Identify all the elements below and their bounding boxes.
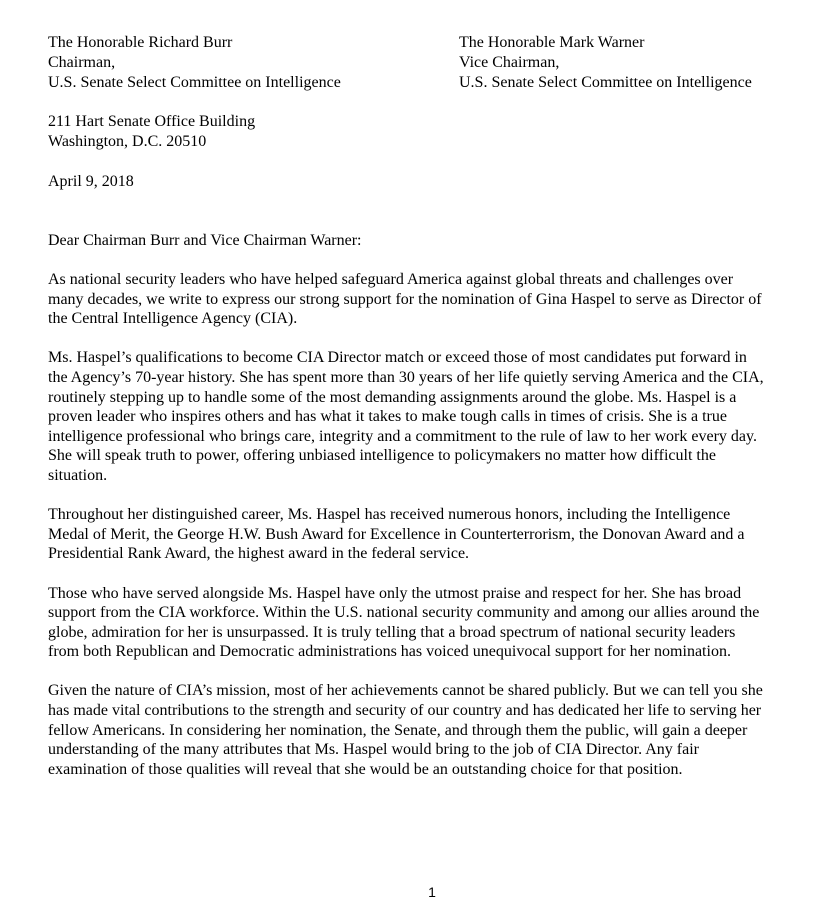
- page-number: 1: [428, 884, 436, 900]
- office-address-line2: Washington, D.C. 20510: [48, 133, 207, 150]
- paragraph-line: fellow Americans. In considering her nomination, the Senate, and through them the public, will gain a deeper: [48, 721, 748, 739]
- recipient-left-title: Chairman,: [48, 54, 116, 71]
- paragraph-line: Presidential Rank Award, the highest award in the federal service.: [48, 545, 470, 563]
- recipient-right-committee: U.S. Senate Select Committee on Intelligence: [459, 74, 752, 91]
- paragraph-line: examination of those qualities will reveal that she would be an outstanding choice for that position.: [48, 760, 683, 778]
- recipient-right-title: Vice Chairman,: [459, 54, 560, 71]
- paragraph-2: [48, 348, 824, 485]
- paragraph-line: the Agency’s 70-year history. She has spent more than 30 years of her life quietly serving America and the CIA,: [48, 368, 764, 386]
- paragraph-3: [48, 505, 824, 564]
- paragraph-line: Those who have served alongside Ms. Haspel have only the utmost praise and respect for her. She has broad: [48, 584, 742, 602]
- office-address: [48, 112, 255, 152]
- office-address-line1: 211 Hart Senate Office Building: [48, 113, 256, 130]
- paragraph-line: understanding of the many attributes that Ms. Haspel would bring to the job of CIA Director. Any fair: [48, 741, 699, 759]
- paragraph-line: Medal of Merit, the George H.W. Bush Award for Excellence in Counterterrorism, the Donovan Award and a: [48, 525, 745, 543]
- salutation: Dear Chairman Burr and Vice Chairman Warner:: [48, 232, 362, 249]
- paragraph-line: support from the CIA workforce. Within the U.S. national security community and among our allies around the: [48, 604, 760, 622]
- paragraph-5: [48, 681, 824, 779]
- paragraph-line: from both Republican and Democratic administrations has voiced unequivocal support for her nomination.: [48, 643, 731, 661]
- paragraph-line: She will speak truth to power, offering unbiased intelligence to policymakers no matter how difficult the: [48, 447, 716, 465]
- recipient-right-name: The Honorable Mark Warner: [459, 34, 645, 51]
- letter-date: April 9, 2018: [48, 173, 134, 190]
- paragraph-line: Ms. Haspel’s qualifications to become CIA Director match or exceed those of most candidates put forward in: [48, 349, 747, 367]
- paragraph-1: [48, 270, 824, 329]
- paragraph-line: Given the nature of CIA’s mission, most of her achievements cannot be shared publicly. But we can tell you she: [48, 682, 763, 700]
- paragraph-line: routinely stepping up to handle some of the most demanding assignments around the globe. Ms. Haspel is a: [48, 388, 737, 406]
- letter-body: [48, 270, 824, 799]
- recipient-right: [459, 33, 819, 93]
- paragraph-line: has made vital contributions to the strength and security of our country and has dedicated her life to serving her: [48, 702, 762, 720]
- paragraph-line: intelligence professional who brings care, integrity and a commitment to the rule of law to her work every day.: [48, 427, 757, 445]
- recipient-left-committee: U.S. Senate Select Committee on Intelligence: [48, 74, 341, 91]
- paragraph-line: situation.: [48, 466, 108, 484]
- recipient-left-name: The Honorable Richard Burr: [48, 34, 233, 51]
- paragraph-line: Throughout her distinguished career, Ms. Haspel has received numerous honors, including the Intelligence: [48, 506, 731, 524]
- paragraph-line: many decades, we write to express our strong support for the nomination of Gina Haspel to serve as Director of: [48, 290, 762, 308]
- paragraph-line: As national security leaders who have helped safeguard America against global threats and challenges over: [48, 271, 734, 288]
- recipient-left: [48, 33, 438, 93]
- paragraph-line: the Central Intelligence Agency (CIA).: [48, 310, 298, 328]
- paragraph-4: [48, 584, 824, 662]
- paragraph-line: proven leader who inspires others and has what it takes to make tough calls in times of crisis. She is a true: [48, 408, 727, 426]
- paragraph-line: globe, admiration for her is unsurpassed. It is truly telling that a broad spectrum of national security leaders: [48, 623, 736, 641]
